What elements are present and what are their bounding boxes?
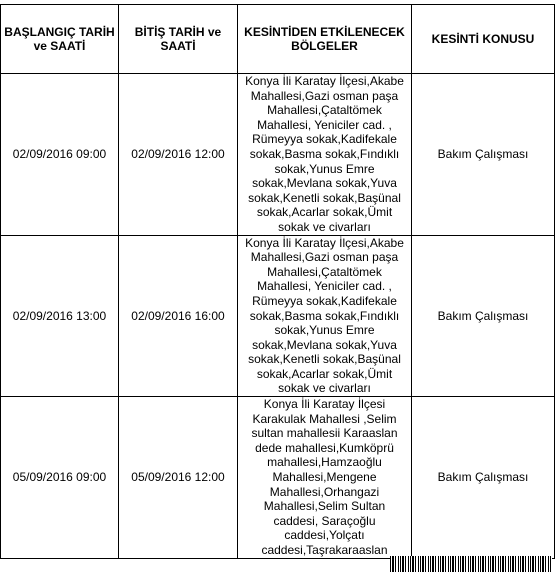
affected-regions-cell: Konya İli Karatay İlçesi,Akabe Mahallesi,Gazi osman paşa Mahallesi,Çataltömek Mahallesi, Yeniciler cad. , Rümeyya sokak,Kadifekale sokak,Basma sokak,Fındıklı sokak,Yunus Emre sokak,Mevlana sokak,Yuva sokak,Kenetli sokak,Başünal sokak,Acarlar sokak,Ümit sokak ve civarları: [238, 235, 412, 397]
header-outage-subject: KESİNTİ KONUSU: [412, 5, 555, 74]
barcode-graphic: [390, 556, 552, 572]
end-datetime-cell: 05/09/2016 12:00: [119, 397, 238, 559]
start-datetime-cell: 05/09/2016 09:00: [1, 397, 119, 559]
table-row: [1, 74, 555, 236]
affected-regions-cell: Konya İli Karatay İlçesi Karakulak Mahallesi ,Selim sultan mahallesii Karaaslan dede mahallesi,Kumköprü mahallesi,Hamzaoğlu Mahallesi,Mengene Mahallesi,Orhangazi Mahallesi,Selim Sultan caddesi, Saraçoğlu caddesi,Yolçatı caddesi,Taşrakaraaslan: [238, 397, 412, 559]
header-end-datetime: BİTİŞ TARİH ve SAATİ: [119, 5, 238, 74]
header-affected-regions: KESİNTİDEN ETKİLENECEK BÖLGELER: [238, 5, 412, 74]
table-header-row: [1, 5, 555, 74]
table-row: [1, 397, 555, 559]
table-row: [1, 235, 555, 397]
affected-regions-cell: Konya İli Karatay İlçesi,Akabe Mahallesi,Gazi osman paşa Mahallesi,Çataltömek Mahallesi, Yeniciler cad. , Rümeyya sokak,Kadifekale sokak,Basma sokak,Fındıklı sokak,Yunus Emre sokak,Mevlana sokak,Yuva sokak,Kenetli sokak,Başünal sokak,Acarlar sokak,Ümit sokak ve civarları: [238, 74, 412, 236]
header-start-datetime: BAŞLANGIÇ TARİH ve SAATİ: [1, 5, 119, 74]
outage-subject-cell: Bakım Çalışması: [412, 74, 555, 236]
end-datetime-cell: 02/09/2016 12:00: [119, 74, 238, 236]
outage-schedule-table: [0, 4, 555, 559]
outage-subject-cell: Bakım Çalışması: [412, 235, 555, 397]
end-datetime-cell: 02/09/2016 16:00: [119, 235, 238, 397]
start-datetime-cell: 02/09/2016 13:00: [1, 235, 119, 397]
outage-subject-cell: Bakım Çalışması: [412, 397, 555, 559]
start-datetime-cell: 02/09/2016 09:00: [1, 74, 119, 236]
